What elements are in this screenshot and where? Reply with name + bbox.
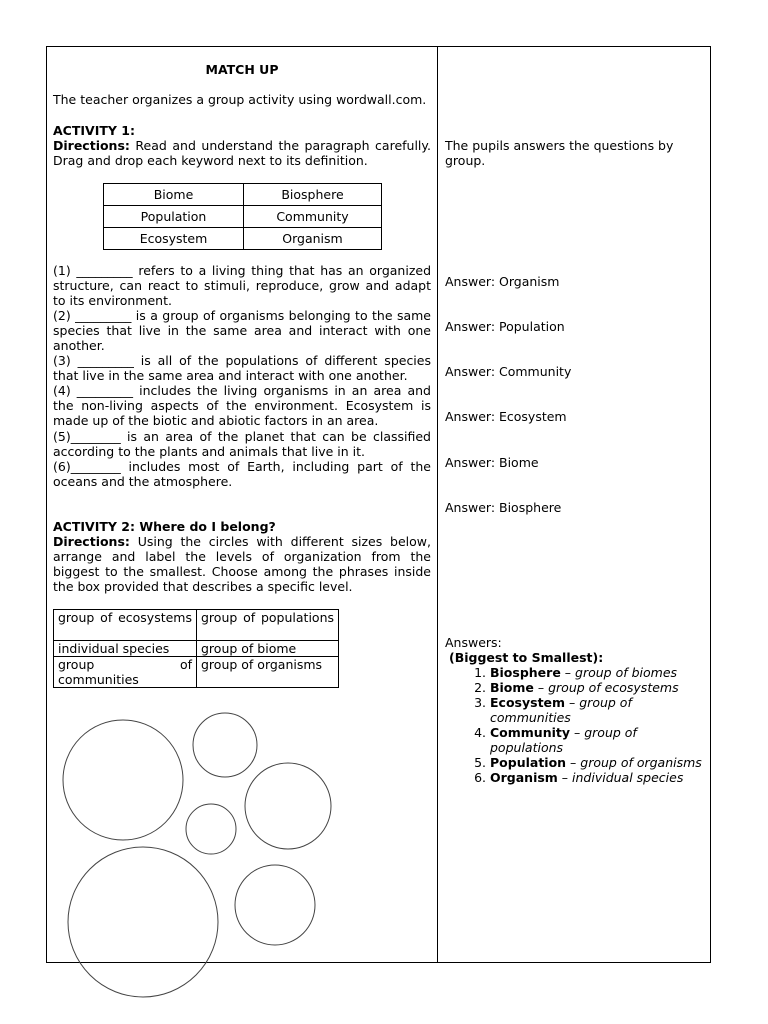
level-desc: group of communities (490, 695, 632, 725)
definition-item: (2) _________ is a group of organisms belonging to the same species that live in the same area and interact with one another. (53, 308, 431, 353)
level-dash: – (560, 665, 576, 680)
level-dash: – (570, 725, 585, 740)
levels-list (445, 665, 707, 785)
level-item (490, 755, 707, 770)
phrase-cell[interactable]: group of communities (54, 657, 197, 688)
level-term: Community (490, 725, 571, 740)
level-desc: group of biomes (575, 665, 678, 680)
answer-text: Answer: Organism (445, 274, 560, 289)
phrase-cell[interactable]: group of ecosystems (54, 610, 197, 641)
directions-text: Read and understand the paragraph carefully. Drag and drop each keyword next to its definition. (53, 138, 431, 168)
circle-large[interactable] (63, 720, 183, 840)
definition-item: (1) _________ refers to a living thing that has an organized structure, can react to stimuli, reproduce, grow and adapt to its environment. (53, 263, 431, 308)
level-item (490, 695, 707, 725)
level-dash: – (557, 770, 573, 785)
circle-smallest[interactable] (186, 804, 236, 854)
answer-text: Answer: Biosphere (445, 500, 562, 515)
level-dash: – (566, 755, 581, 770)
column-divider (437, 46, 438, 963)
level-desc: group of organisms (580, 755, 702, 770)
phrase-cell[interactable]: group of populations (197, 610, 339, 641)
circles-area (55, 700, 345, 1000)
keyword-cell[interactable]: Community (244, 206, 382, 228)
level-item (490, 680, 707, 695)
level-desc: group of ecosystems (548, 680, 679, 695)
phrase-cell[interactable]: group of organisms (197, 657, 339, 688)
level-term: Population (490, 755, 567, 770)
level-desc: individual species (572, 770, 684, 785)
pupils-text: The pupils answers the questions by group. (445, 138, 674, 168)
answers-label: Answers: (445, 635, 502, 650)
definition-item: (6)________ includes most of Earth, including part of the oceans and the atmosphere. (53, 459, 431, 489)
circle-medium-small[interactable] (235, 865, 315, 945)
answer-text: Answer: Ecosystem (445, 409, 567, 424)
definition-item: (4) _________ includes the living organisms in an area and the non-living aspects of the environment. Ecosystem is made up of the biotic and abiotic factors in an area. (53, 383, 431, 428)
keyword-cell[interactable]: Biosphere (244, 184, 382, 206)
directions-text: Using the circles with different sizes below, arrange and label the levels of organization from the biggest to the smallest. Choose among the phrases inside the box provided that describes a specific level. (53, 534, 431, 594)
keyword-cell[interactable]: Organism (244, 228, 382, 250)
activity1-heading: ACTIVITY 1: (53, 123, 135, 138)
directions-label: Directions: (53, 138, 130, 153)
phrase-cell[interactable]: group of biome (197, 641, 339, 657)
level-dash: – (565, 695, 580, 710)
circle-small[interactable] (193, 713, 257, 777)
directions-label: Directions: (53, 534, 130, 549)
level-item (490, 725, 707, 755)
answer-text: Answer: Biome (445, 455, 539, 470)
level-item (490, 770, 707, 785)
level-desc: group of populations (490, 725, 637, 755)
definition-item: (5)________ is an area of the planet that can be classified according to the plants and animals that live in it. (53, 429, 431, 459)
intro-text: The teacher organizes a group activity using wordwall.com. (53, 92, 427, 107)
level-term: Organism (490, 770, 558, 785)
keyword-cell[interactable]: Biome (104, 184, 244, 206)
answer-text: Answer: Population (445, 319, 565, 334)
activity1-directions (53, 138, 431, 168)
answers-order-label: (Biggest to Smallest): (449, 650, 604, 665)
level-term: Ecosystem (490, 695, 566, 710)
keyword-cell[interactable]: Population (104, 206, 244, 228)
circle-medium[interactable] (245, 763, 331, 849)
activity2-heading: ACTIVITY 2: Where do I belong? (53, 519, 276, 534)
phrase-table (53, 609, 339, 688)
page-title: MATCH UP (205, 62, 279, 77)
level-item (490, 665, 707, 680)
answer-text: Answer: Community (445, 364, 572, 379)
keyword-cell[interactable]: Ecosystem (104, 228, 244, 250)
level-term: Biome (490, 680, 534, 695)
level-term: Biosphere (490, 665, 561, 680)
circle-largest[interactable] (68, 847, 218, 997)
phrase-cell[interactable]: individual species (54, 641, 197, 657)
level-dash: – (533, 680, 549, 695)
keyword-table (103, 183, 382, 250)
definition-item: (3) _________ is all of the populations of different species that live in the same area and interact with one another. (53, 353, 431, 383)
activity2-directions (53, 534, 431, 594)
